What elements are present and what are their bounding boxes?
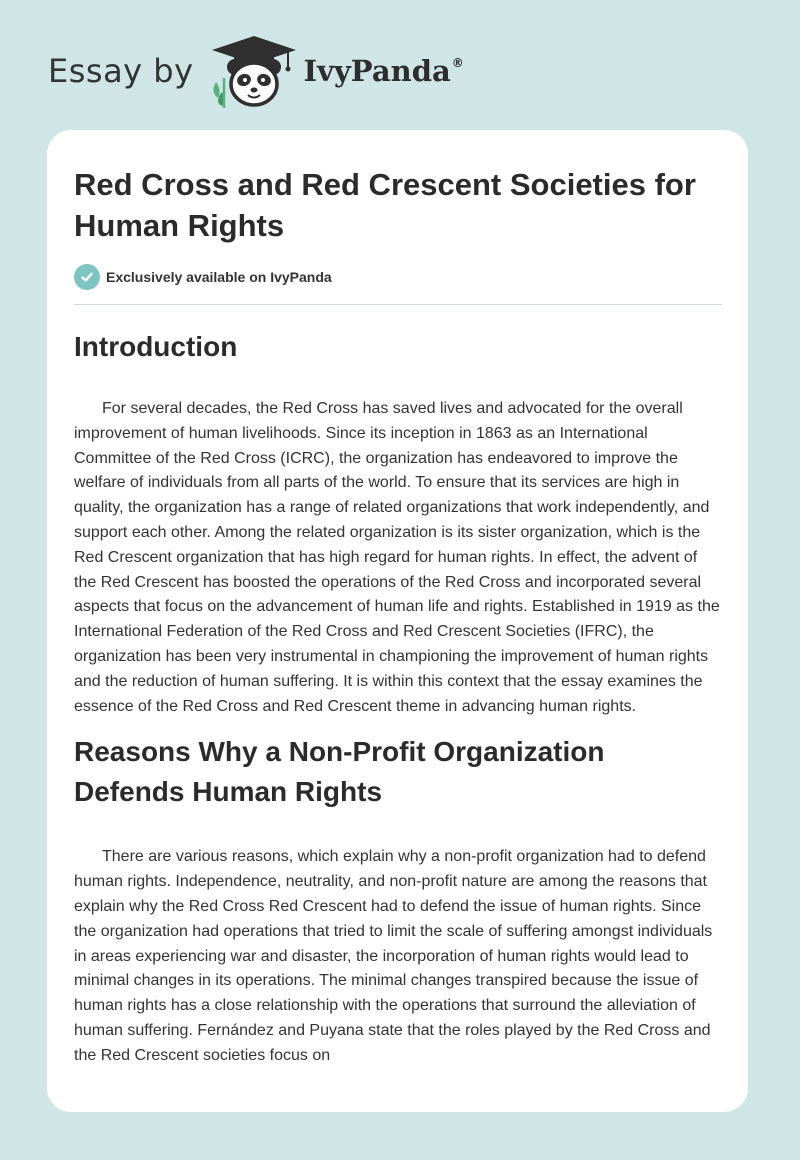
exclusive-badge-label: Exclusively available on IvyPanda (106, 269, 332, 285)
essay-by-label: Essay by (48, 52, 194, 90)
section-heading-reasons: Reasons Why a Non-Profit Organization Defends Human Rights (74, 736, 605, 808)
title-divider (74, 304, 722, 305)
page-title: Red Cross and Red Crescent Societies for Human Rights (74, 167, 696, 243)
essay-card (47, 130, 748, 1112)
section-heading-introduction: Introduction (74, 331, 238, 362)
registered-mark: ® (451, 56, 464, 70)
section-paragraph-introduction: For several decades, the Red Cross has saved lives and advocated for the overall improvement of human livelihoods. Since its inception in 1863 as an International Committee of the Red Cross (ICRC), the organization has endeavored to improve the welfare of individuals from all parts of the world. To ensure that its services are high in quality, the organization has a range of related organizations that work independently, and support each other. Among the related organization is its sister organization, which is the Red Crescent organization that has high regard for human rights. In effect, the advent of the Red Crescent has boosted the operations of the Red Cross and incorporated several aspects that focus on the advancement of human life and rights. Established in 1919 as the International Federation of the Red Cross and Red Crescent Societies (IFRC), the organization has been very instrumental in championing the improvement of human rights and the reduction of human suffering. It is within this context that the essay examines the essence of the Red Cross and Red Crescent theme in advancing human rights. (74, 400, 720, 715)
section-paragraph-reasons: There are various reasons, which explain why a non-profit organization had to defend human rights. Independence, neutrality, and non-profit nature are among the reasons that explain why the Red Cross Red Crescent had to defend the issue of human rights. Since the organization had operations that tried to limit the scale of suffering amongst individuals in areas experiencing war and disaster, the incorporation of human rights would lead to minimal changes in its operations. The minimal changes transpired because the issue of human rights has a close relationship with the operations that surround the alleviation of human suffering. Fernández and Puyana state that the roles played by the Red Cross and the Red Crescent societies focus on (74, 848, 713, 1064)
brand-name[interactable]: IvyPanda® (303, 54, 464, 88)
panda-logo-icon[interactable] (208, 34, 300, 108)
check-icon (74, 264, 100, 290)
site-header (48, 34, 464, 108)
exclusive-badge (74, 263, 722, 291)
